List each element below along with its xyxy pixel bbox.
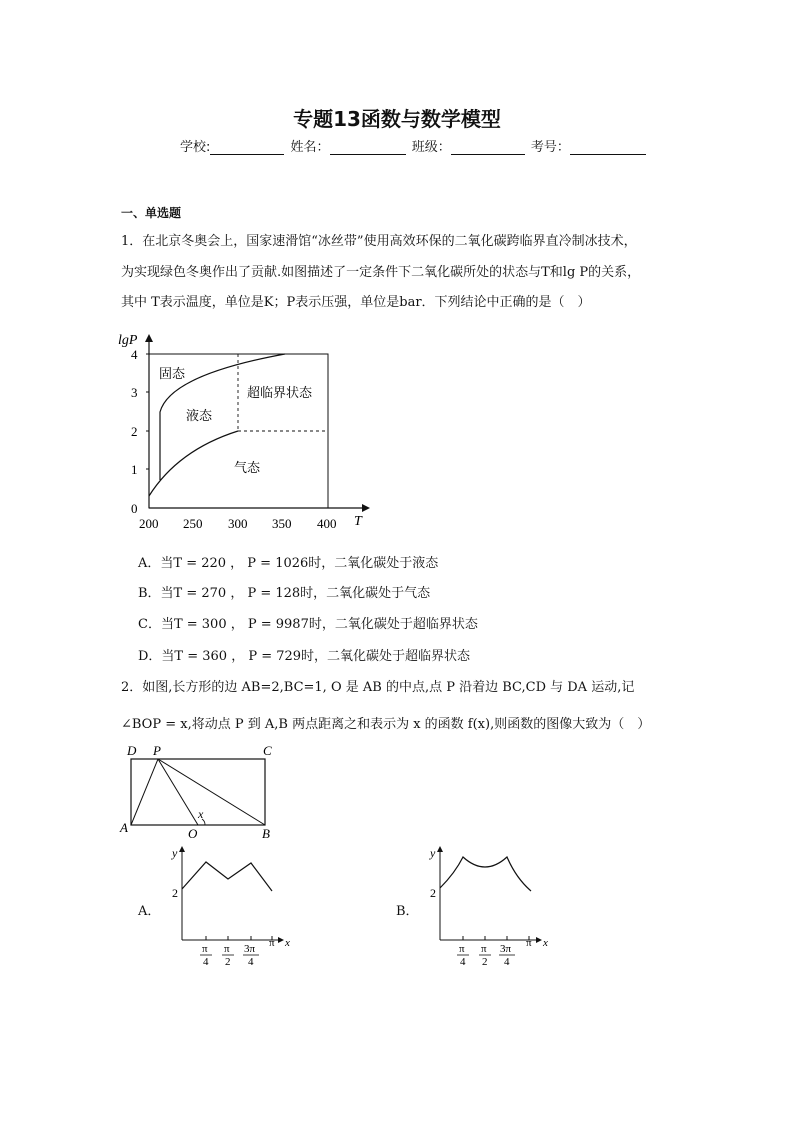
student-info-row — [180, 136, 648, 155]
a-pi2-num: π — [224, 943, 230, 955]
q1-option-b[interactable]: B．当T = 270 ， P = 128时，二氧化碳处于气态 — [138, 586, 431, 601]
name-blank[interactable] — [330, 140, 406, 155]
b-pi4-num: π — [459, 943, 465, 955]
class-label: 班级： — [411, 140, 451, 155]
q1-line-3: 其中 T表示温度，单位是K；P表示压强，单位是bar．下列结论中正确的是（ ） — [121, 295, 591, 310]
x-tick-200: 200 — [139, 516, 159, 531]
a-pi4-den: 4 — [203, 956, 209, 968]
rectangle-figure — [115, 742, 285, 844]
y-tick-4: 4 — [131, 347, 138, 362]
a-pi4-num: π — [202, 943, 208, 955]
y-tick-3: 3 — [131, 385, 138, 400]
y-tick-2: 2 — [131, 424, 138, 439]
region-supercritical: 超临界状态 — [247, 385, 313, 400]
b-y-label: y — [430, 846, 436, 860]
vertex-p: P — [153, 743, 161, 758]
q1-option-a[interactable]: A．当T = 220 ， P = 1026时，二氧化碳处于液态 — [138, 556, 439, 571]
region-gas: 气态 — [234, 460, 261, 475]
x-axis-label: T — [354, 514, 362, 529]
q2-line-2: ∠BOP = x,将动点 P 到 A,B 两点距离之和表示为 x 的函数 f(x),则函数的图像大致为（ ） — [121, 717, 651, 732]
b-pi2-num: π — [481, 943, 487, 955]
page-title: 专题13函数与数学模型 — [293, 107, 501, 131]
angle-x-label: x — [198, 807, 204, 821]
vertex-c: C — [263, 743, 272, 758]
a-pi34-num: 3π — [244, 943, 256, 955]
segment-pb — [158, 759, 265, 825]
x-axis-arrow — [362, 504, 370, 512]
vertex-o: O — [188, 826, 198, 841]
a-pi34-den: 4 — [248, 956, 254, 968]
a-y-label: y — [172, 846, 178, 860]
x-tick-250: 250 — [183, 516, 203, 531]
b-pi34-den: 4 — [504, 956, 510, 968]
b-x-label: x — [543, 937, 548, 949]
segment-po — [158, 759, 198, 825]
vertex-a: A — [120, 820, 128, 835]
class-blank[interactable] — [451, 140, 525, 155]
phase-diagram — [100, 322, 380, 537]
y-tick-1: 1 — [131, 462, 138, 477]
exam-no-label: 考号： — [530, 140, 570, 155]
name-label: 姓名： — [290, 140, 330, 155]
a-pi-label: π — [269, 937, 275, 949]
school-blank[interactable] — [210, 140, 284, 155]
curve-a — [182, 862, 272, 891]
vertex-d: D — [127, 743, 137, 758]
q1-option-c[interactable]: C．当T = 300 ， P = 9987时，二氧化碳处于超临界状态 — [138, 617, 478, 632]
y-axis-arrow — [145, 334, 153, 342]
q1-option-d[interactable]: D．当T = 360 ， P = 729时，二氧化碳处于超临界状态 — [138, 649, 471, 664]
b-pi4-den: 4 — [460, 956, 466, 968]
b-pi-label: π — [526, 937, 532, 949]
curve-b — [440, 857, 531, 891]
x-tick-300: 300 — [228, 516, 248, 531]
q2-option-b-label[interactable]: B． — [396, 904, 419, 919]
q2-option-b-graph[interactable] — [423, 843, 558, 968]
a-pi2-den: 2 — [225, 956, 231, 968]
school-label: 学校: — [180, 140, 211, 155]
region-solid: 固态 — [159, 366, 186, 381]
region-liquid: 液态 — [186, 408, 213, 423]
q1-line-2: 为实现绿色冬奥作出了贡献.如图描述了一定条件下二氧化碳所处的状态与T和lg P的关系， — [121, 265, 641, 280]
q1-line-1: 1．在北京冬奥会上，国家速滑馆“冰丝带”使用高效环保的二氧化碳跨临界直冷制冰技术， — [121, 234, 637, 249]
x-tick-350: 350 — [272, 516, 292, 531]
y-axis-label: lgP — [118, 333, 138, 348]
exam-no-blank[interactable] — [570, 140, 646, 155]
gas-liquid-boundary — [149, 431, 238, 496]
q2-line-1: 2．如图,长方形的边 AB=2,BC=1, O 是 AB 的中点,点 P 沿着边 BC,CD 与 DA 运动,记 — [121, 680, 635, 695]
section-heading: 一、单选题 — [121, 206, 182, 220]
q2-option-a-label[interactable]: A． — [138, 904, 161, 919]
a-two-label: 2 — [172, 886, 178, 900]
x-tick-400: 400 — [317, 516, 337, 531]
vertex-b: B — [262, 826, 270, 841]
segment-pa — [131, 759, 158, 825]
y-tick-0: 0 — [131, 501, 138, 516]
b-two-label: 2 — [430, 886, 436, 900]
a-x-label: x — [285, 937, 290, 949]
q2-option-a-graph[interactable] — [165, 843, 300, 968]
b-pi34-num: 3π — [500, 943, 512, 955]
b-pi2-den: 2 — [482, 956, 488, 968]
